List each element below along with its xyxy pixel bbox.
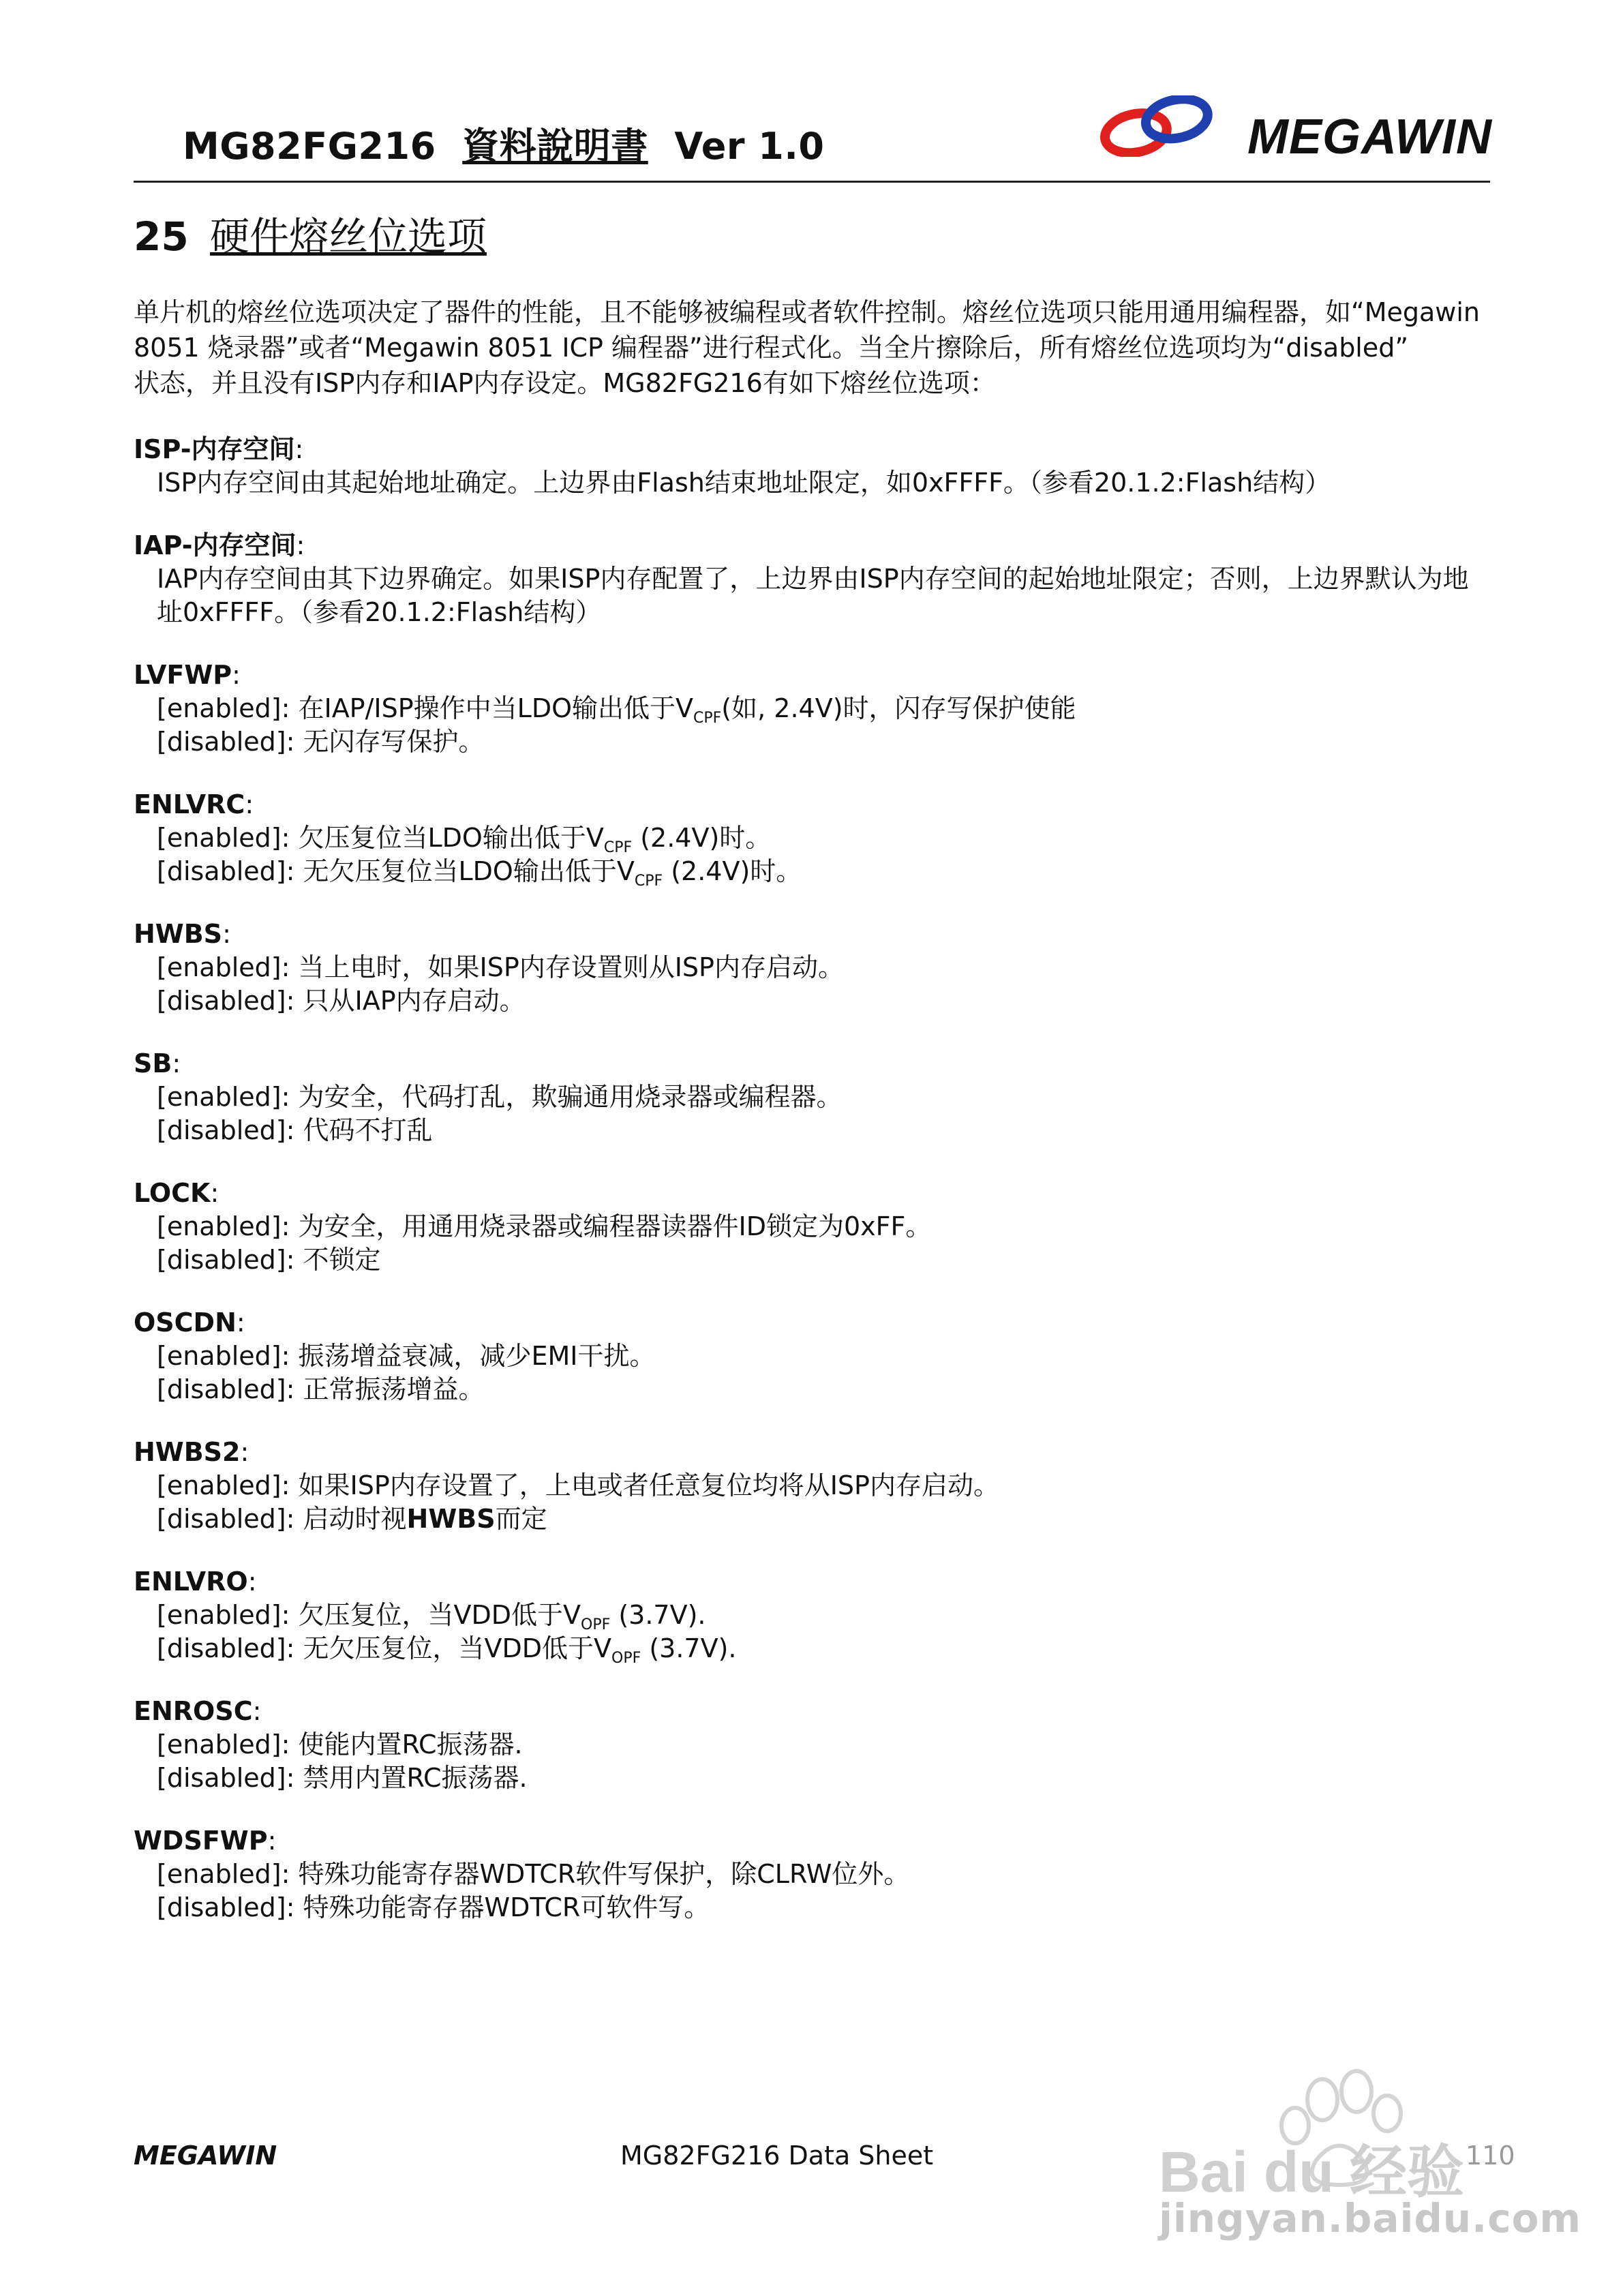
disabled-text: 无欠压复位当LDO输出低于V <box>303 856 635 886</box>
option-name: LOCK <box>134 1178 211 1208</box>
subscript: OPF <box>581 1616 611 1633</box>
disabled-text: 特殊功能寄存器WDTCR可软件写。 <box>303 1892 710 1922</box>
intro-paragraph <box>134 294 1490 401</box>
enabled-text: 为安全，用通用烧录器或编程器读器件ID锁定为0xFF。 <box>298 1211 932 1241</box>
option-enlvro: ENLVRO: [enabled]: 欠压复位，当VDD低于$V_{OPF}$ (3.7V). [disabled]: 无欠压复位，当VDD低于$V_{OPF}$ (3.7V). <box>134 1565 1490 1665</box>
option-wdsfwp: WDSFWP: [enabled]: 特殊功能寄存器WDTCR软件写保护，除CLRW位外。 [disabled]: 特殊功能寄存器WDTCR可软件写。 <box>134 1824 1490 1924</box>
disabled-label: [disabled]: <box>157 727 295 757</box>
disabled-label: [disabled]: <box>157 1892 295 1922</box>
disabled-label: [disabled]: <box>157 1115 295 1145</box>
option-oscdn: OSCDN: [enabled]: 振荡增益衰减，减少EMI干扰。 [disabled]: 正常振荡增益。 <box>134 1306 1490 1406</box>
enabled-label: [enabled]: <box>157 1341 290 1371</box>
option-disabled <box>134 1373 1490 1406</box>
option-disabled <box>134 1891 1490 1924</box>
enabled-label: [enabled]: <box>157 1470 290 1500</box>
option-lvfwp: LVFWP: [enabled]: 在IAP/ISP操作中当LDO输出低于$V_{CPF}$(如, 2.4V)时，闪存写保护使能 [disabled]: 无闪存写保护。 <box>134 659 1490 759</box>
enabled-label: [enabled]: <box>157 1600 290 1630</box>
option-disabled <box>134 725 1490 759</box>
enabled-text: 在IAP/ISP操作中当LDO输出低于V <box>298 693 693 723</box>
option-enabled <box>134 1469 1490 1502</box>
enabled-text: (如, 2.4V)时，闪存写保护使能 <box>721 693 1076 723</box>
disabled-text: 正常振荡增益。 <box>303 1374 485 1404</box>
disabled-bold-text: HWBS <box>406 1504 496 1534</box>
option-disabled <box>134 1243 1490 1277</box>
option-enabled <box>134 1858 1490 1891</box>
option-iap: IAP-内存空间: IAP内存空间由其下边界确定。如果ISP内存配置了，上边界由ISP内存空间的起始地址限定；否则，上边界默认为地 址0xFFFF。（参看20.1.2:Flash结构） <box>134 529 1490 629</box>
option-name: ENROSC <box>134 1696 253 1726</box>
option-desc: ISP内存空间由其起始地址确定。上边界由Flash结束地址限定，如0xFFFF。（参看20.1.2:Flash结构） <box>157 468 1331 498</box>
option-enabled <box>134 1340 1490 1373</box>
option-name: LVFWP <box>134 660 232 690</box>
enabled-label: [enabled]: <box>157 952 290 982</box>
option-hwbs2: HWBS2: [enabled]: 如果ISP内存设置了，上电或者任意复位均将从ISP内存启动。 [disabled]: 启动时视HWBS而定 <box>134 1436 1490 1536</box>
option-disabled <box>134 1632 1490 1665</box>
option-name: WDSFWP <box>134 1826 268 1856</box>
enabled-label: [enabled]: <box>157 1859 290 1889</box>
option-enabled <box>134 951 1490 984</box>
option-name: SB <box>134 1048 172 1078</box>
enabled-text: (2.4V)时。 <box>632 823 772 853</box>
header-divider <box>134 181 1490 183</box>
option-lock: LOCK: [enabled]: 为安全，用通用烧录器或编程器读器件ID锁定为0xFF。 [disabled]: 不锁定 <box>134 1177 1490 1277</box>
option-name: IAP-内存空间 <box>134 530 297 560</box>
disabled-text: (3.7V). <box>641 1633 737 1663</box>
disabled-text: 代码不打乱 <box>303 1115 433 1145</box>
disabled-label: [disabled]: <box>157 1763 295 1793</box>
option-name: HWBS2 <box>134 1437 241 1467</box>
disabled-label: [disabled]: <box>157 986 295 1016</box>
option-disabled <box>134 1114 1490 1147</box>
option-disabled <box>134 984 1490 1018</box>
option-name: ENLVRC <box>134 789 245 819</box>
option-name: HWBS <box>134 919 223 949</box>
subscript: CPF <box>634 873 663 890</box>
disabled-label: [disabled]: <box>157 1374 295 1404</box>
intro-line: 状态，并且没有ISP内存和IAP内存设定。MG82FG216有如下熔丝位选项： <box>134 368 996 398</box>
disabled-label: [disabled]: <box>157 856 295 886</box>
enabled-label: [enabled]: <box>157 1211 290 1241</box>
enabled-label: [enabled]: <box>157 823 290 853</box>
option-isp: ISP-内存空间: ISP内存空间由其起始地址确定。上边界由Flash结束地址限定，如0xFFFF。（参看20.1.2:Flash结构） <box>134 433 1490 500</box>
option-sb: SB: [enabled]: 为安全，代码打乱，欺骗通用烧录器或编程器。 [disabled]: 代码不打乱 <box>134 1047 1490 1147</box>
disabled-label: [disabled]: <box>157 1633 295 1663</box>
enabled-text: 为安全，代码打乱，欺骗通用烧录器或编程器。 <box>298 1082 843 1112</box>
enabled-label: [enabled]: <box>157 1082 290 1112</box>
disabled-text: 无闪存写保护。 <box>303 727 485 757</box>
option-disabled <box>134 1762 1490 1795</box>
enabled-text: 使能内置RC振荡器. <box>298 1729 523 1759</box>
option-enabled <box>134 821 1490 855</box>
enabled-text: 特殊功能寄存器WDTCR软件写保护，除CLRW位外。 <box>298 1859 910 1889</box>
header-brand: MEGAWIN <box>1247 110 1492 164</box>
subscript: CPF <box>693 710 722 727</box>
enabled-text: (3.7V). <box>610 1600 706 1630</box>
option-enabled <box>134 1210 1490 1243</box>
option-name: ENLVRO <box>134 1567 248 1597</box>
disabled-text: (2.4V)时。 <box>663 856 802 886</box>
enabled-text: 欠压复位，当VDD低于V <box>298 1600 581 1630</box>
enabled-label: [enabled]: <box>157 1729 290 1759</box>
header-doc-type: 資料說明書 <box>462 125 648 168</box>
fuse-options-list <box>134 433 1490 1954</box>
header-title <box>183 117 824 170</box>
section-heading <box>134 205 487 262</box>
option-disabled <box>134 855 1490 888</box>
disabled-label: [disabled]: <box>157 1504 295 1534</box>
disabled-text: 不锁定 <box>303 1245 381 1275</box>
megawin-logo-icon <box>1097 95 1220 157</box>
option-enabled <box>134 1599 1490 1632</box>
section-number: 25 <box>134 213 189 260</box>
enabled-text: 当上电时，如果ISP内存设置则从ISP内存启动。 <box>298 952 844 982</box>
enabled-label: [enabled]: <box>157 693 290 723</box>
option-hwbs: HWBS: [enabled]: 当上电时，如果ISP内存设置则从ISP内存启动。 [disabled]: 只从IAP内存启动。 <box>134 918 1490 1018</box>
watermark-url: jingyan.baidu.com <box>1159 2195 1581 2241</box>
disabled-label: [disabled]: <box>157 1245 295 1275</box>
enabled-text: 欠压复位当LDO输出低于V <box>298 823 604 853</box>
disabled-text: 启动时视 <box>303 1504 407 1534</box>
subscript: CPF <box>603 839 633 856</box>
option-enabled <box>134 1081 1490 1114</box>
option-enabled <box>134 692 1490 725</box>
intro-line: 8051 烧录器”或者“Megawin 8051 ICP 编程器”进行程式化。当全片擦除后，所有熔丝位选项均为“disabled” <box>134 333 1409 363</box>
header-model: MG82FG216 <box>183 125 436 168</box>
enabled-text: 如果ISP内存设置了，上电或者任意复位均将从ISP内存启动。 <box>298 1470 999 1500</box>
option-desc: IAP内存空间由其下边界确定。如果ISP内存配置了，上边界由ISP内存空间的起始地址限定；否则，上边界默认为地 <box>157 564 1469 594</box>
disabled-text: 禁用内置RC振荡器. <box>303 1763 528 1793</box>
option-name: ISP-内存空间 <box>134 434 295 464</box>
disabled-text: 而定 <box>495 1504 547 1534</box>
disabled-text: 只从IAP内存启动。 <box>303 986 526 1016</box>
enabled-text: 振荡增益衰减，减少EMI干扰。 <box>298 1341 656 1371</box>
footer-brand: MEGAWIN <box>134 2141 277 2171</box>
option-desc: 址0xFFFF。（参看20.1.2:Flash结构） <box>157 597 602 627</box>
subscript: OPF <box>611 1650 641 1667</box>
footer-title: MG82FG216 Data Sheet <box>620 2141 934 2171</box>
header-version: Ver 1.0 <box>674 125 825 168</box>
page-number: 110 <box>1466 2141 1515 2171</box>
option-enlvrc: ENLVRC: [enabled]: 欠压复位当LDO输出低于$V_{CPF}$ (2.4V)时。 [disabled]: 无欠压复位当LDO输出低于$V_{CPF}$ (2.4V)时。 <box>134 788 1490 888</box>
option-name: OSCDN <box>134 1308 237 1338</box>
watermark-logo-text: Bai du 经验 <box>1159 2140 1465 2204</box>
section-title: 硬件熔丝位选项 <box>210 213 487 260</box>
option-disabled <box>134 1502 1490 1536</box>
option-enabled <box>134 1728 1490 1762</box>
option-enrosc: ENROSC: [enabled]: 使能内置RC振荡器. [disabled]: 禁用内置RC振荡器. <box>134 1695 1490 1795</box>
intro-line: 单片机的熔丝位选项决定了器件的性能，且不能够被编程或者软件控制。熔丝位选项只能用通用编程器，如“Megawin <box>134 297 1480 327</box>
disabled-text: 无欠压复位，当VDD低于V <box>303 1633 612 1663</box>
